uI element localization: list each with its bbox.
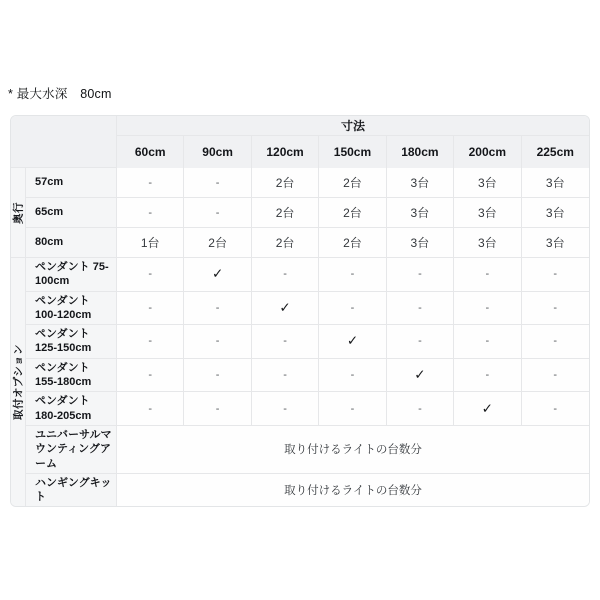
group-label-text: 奥行 xyxy=(12,201,25,224)
table-row xyxy=(11,198,589,228)
table-cell: - xyxy=(522,325,589,359)
table-cell: - xyxy=(184,198,251,228)
table-cell: - xyxy=(454,325,521,359)
column-header-225cm: 225cm xyxy=(522,136,589,168)
table-cell: - xyxy=(252,325,319,359)
table-row xyxy=(11,426,589,474)
group-label-text: 取付オプション xyxy=(12,344,25,421)
row-label: 65cm xyxy=(26,198,117,228)
table-row xyxy=(11,228,589,258)
table-cell: 2台 xyxy=(252,228,319,258)
table-row xyxy=(11,359,589,393)
table-row xyxy=(11,325,589,359)
column-header-200cm: 200cm xyxy=(454,136,521,168)
table-cell: - xyxy=(319,258,386,292)
table-cell: - xyxy=(387,258,454,292)
check-icon: ✓ xyxy=(387,359,454,393)
table-cell: - xyxy=(184,168,251,198)
row-label: ハンギングキット xyxy=(26,474,117,507)
table-cell: - xyxy=(117,168,184,198)
table-cell: - xyxy=(454,359,521,393)
table-cell: - xyxy=(117,392,184,426)
max-depth-note: * 最大水深 80cm xyxy=(8,87,112,101)
table-cell: 2台 xyxy=(319,228,386,258)
table-cell: - xyxy=(454,292,521,326)
table-cell: - xyxy=(184,359,251,393)
column-header-120cm: 120cm xyxy=(252,136,319,168)
table-header xyxy=(11,116,589,168)
column-header-150cm: 150cm xyxy=(319,136,386,168)
column-header-180cm: 180cm xyxy=(387,136,454,168)
check-icon: ✓ xyxy=(454,392,521,426)
spec-table-container xyxy=(10,115,590,507)
table-cell: - xyxy=(117,258,184,292)
table-cell: - xyxy=(252,392,319,426)
table-cell: 3台 xyxy=(387,198,454,228)
table-cell: 3台 xyxy=(522,168,589,198)
table-cell: 3台 xyxy=(387,228,454,258)
table-cell: - xyxy=(387,325,454,359)
table-cell: - xyxy=(252,258,319,292)
table-row xyxy=(11,258,589,292)
dimension-group-row xyxy=(11,116,589,136)
table-row xyxy=(11,168,589,198)
table-cell: - xyxy=(319,392,386,426)
row-label: 80cm xyxy=(26,228,117,258)
table-cell: 3台 xyxy=(454,198,521,228)
table-cell: - xyxy=(319,359,386,393)
table-cell: - xyxy=(522,292,589,326)
table-cell: 2台 xyxy=(319,198,386,228)
column-header-90cm: 90cm xyxy=(184,136,251,168)
table-cell: - xyxy=(522,392,589,426)
table-cell: - xyxy=(252,359,319,393)
table-cell: - xyxy=(117,292,184,326)
full-span-value-cell: 取り付けるライトの台数分 xyxy=(117,474,589,507)
row-label: ペンダント 100-120cm xyxy=(26,292,117,326)
table-body xyxy=(11,168,589,506)
table-cell: 2台 xyxy=(319,168,386,198)
table-cell: 2台 xyxy=(184,228,251,258)
table-cell: 2台 xyxy=(252,168,319,198)
table-cell: - xyxy=(184,392,251,426)
row-label: ユニバーサルマウンティングアーム xyxy=(26,426,117,474)
row-label: ペンダント 155-180cm xyxy=(26,359,117,393)
corner-cell xyxy=(11,116,117,168)
table-cell: - xyxy=(117,325,184,359)
column-header-60cm: 60cm xyxy=(117,136,184,168)
check-icon: ✓ xyxy=(252,292,319,326)
table-cell: - xyxy=(117,359,184,393)
table-cell: - xyxy=(454,258,521,292)
table-cell: - xyxy=(387,292,454,326)
table-row xyxy=(11,292,589,326)
full-span-value-cell: 取り付けるライトの台数分 xyxy=(117,426,589,474)
table-cell: - xyxy=(184,292,251,326)
check-icon: ✓ xyxy=(184,258,251,292)
row-label: ペンダント 180-205cm xyxy=(26,392,117,426)
table-cell: - xyxy=(387,392,454,426)
table-cell: - xyxy=(522,258,589,292)
table-cell: 3台 xyxy=(387,168,454,198)
table-cell: - xyxy=(184,325,251,359)
table-row xyxy=(11,474,589,507)
table-cell: - xyxy=(319,292,386,326)
table-cell: 3台 xyxy=(454,228,521,258)
table-cell: 2台 xyxy=(252,198,319,228)
table-cell: - xyxy=(117,198,184,228)
group-label-mounting-options xyxy=(11,258,26,506)
row-label: ペンダント 75-100cm xyxy=(26,258,117,292)
table-cell: 3台 xyxy=(522,228,589,258)
table-cell: 3台 xyxy=(454,168,521,198)
table-cell: 3台 xyxy=(522,198,589,228)
spec-table xyxy=(11,116,589,506)
group-label-depth xyxy=(11,168,26,258)
row-label: 57cm xyxy=(26,168,117,198)
table-row xyxy=(11,392,589,426)
check-icon: ✓ xyxy=(319,325,386,359)
table-cell: - xyxy=(522,359,589,393)
dimension-group-header: 寸法 xyxy=(117,116,589,136)
table-cell: 1台 xyxy=(117,228,184,258)
row-label: ペンダント 125-150cm xyxy=(26,325,117,359)
